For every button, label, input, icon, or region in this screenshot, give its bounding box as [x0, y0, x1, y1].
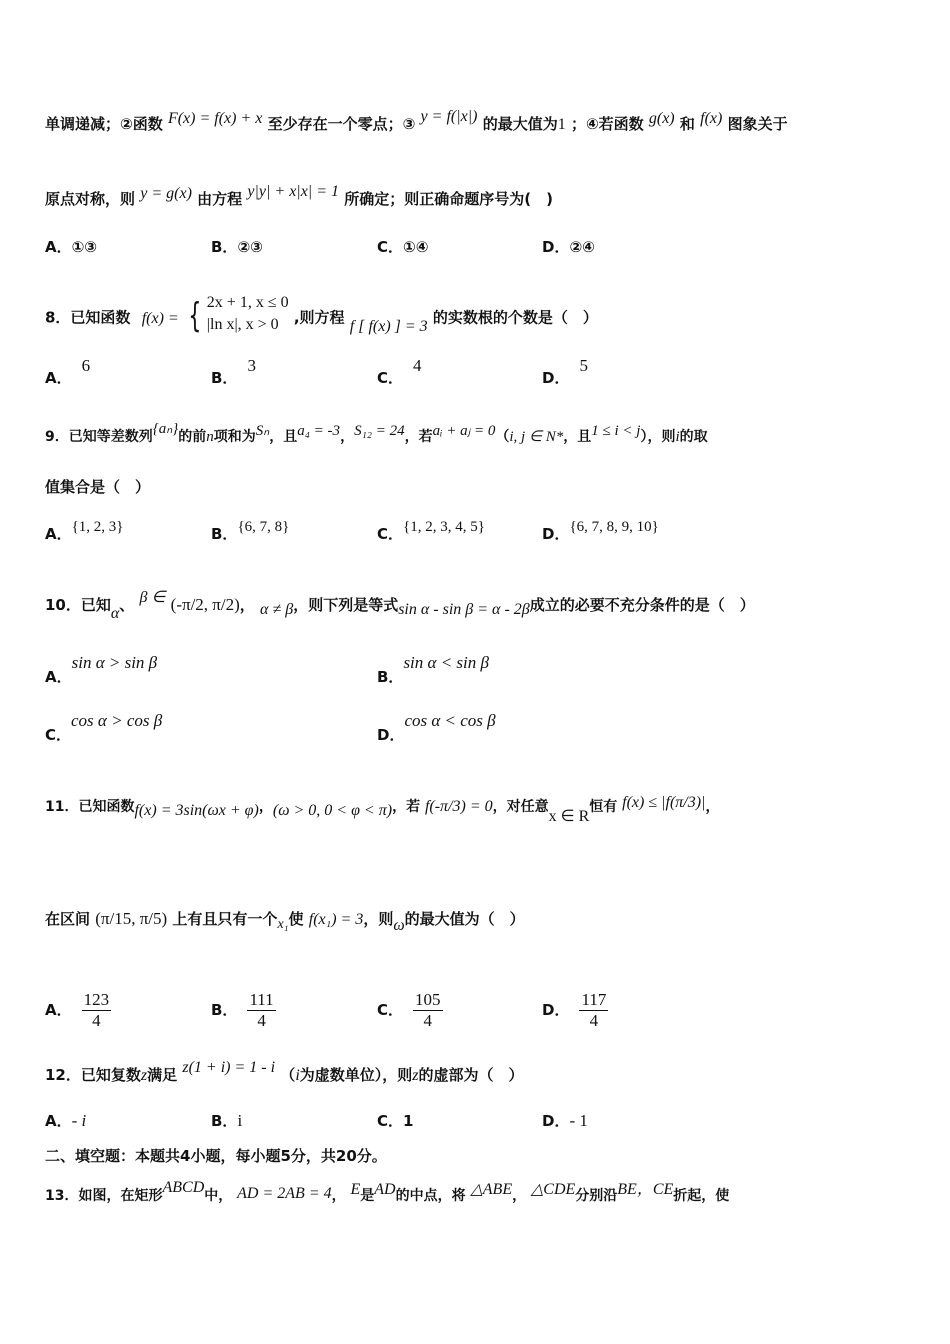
q10-option-d: D．cos α < cos β — [377, 711, 496, 744]
q7-option-a: A．①③ — [45, 238, 98, 256]
q12-stem: 12．已知复数z满足 z(1 + i) = 1 - i （i为虚数单位），则z的虚部为（ ） — [45, 1059, 524, 1084]
fraction: $\frac{111}{4}$ — [249, 990, 274, 1030]
q9-line1: 9．已知等差数列{aₙ}的前n项和为Sₙ，且a₄ = -3，S₁₂ = 24，若aᵢ + aⱼ = 0（i, j ∈ N*，且1 ≤ i < j），则i的取 — [45, 421, 708, 445]
section-heading: 二、填空题：本题共4小题，每小题5分，共20分。 — [45, 1147, 387, 1165]
q10-option-b: B．sin α < sin β — [377, 653, 489, 686]
q10-option-c: C．cos α > cos β — [45, 711, 163, 744]
q12-option-d: D．- 1 — [542, 1111, 588, 1130]
q9-option-d: D．{6, 7, 8, 9, 10} — [542, 519, 659, 543]
q11-line2: 在区间 (π/15, π/5) 上有且只有一个x₁使 f(x₁) = 3，则ω的最大值为（ ） — [45, 909, 525, 934]
q11-option-c: C． $\frac{105}{4}$ — [377, 990, 441, 1030]
q8-stem: 8．已知函数 f(x) = { 2x + 1, x ≤ 0 |ln x|, x > 0 ,则方程 f [ f(x) ] = 3 的实数根的个数是（ ） — [45, 294, 598, 336]
q7-line2: 原点对称，则 y = g(x) 由方程 y|y| + x|x| = 1 所确定；则正确命题序号为( ) — [45, 183, 553, 208]
q8-option-a: A．6 — [45, 356, 91, 387]
q11-option-b: B． $\frac{111}{4}$ — [211, 990, 274, 1030]
q7-option-d: D．②④ — [542, 238, 595, 256]
q7-line1: 单调递减；②函数 F(x) = f(x) + x 至少存在一个零点；③ y = f(|x|) 的最大值为1 ；④若函数 g(x) 和 f(x) 图象关于 — [45, 108, 788, 133]
q12-option-c: C．1 — [377, 1112, 414, 1130]
q9-option-a: A．{1, 2, 3} — [45, 519, 124, 543]
q9-option-b: B．{6, 7, 8} — [211, 519, 290, 543]
q7-option-b: B．②③ — [211, 238, 263, 256]
q8-option-b: B．3 — [211, 356, 256, 387]
fraction: $\frac{117}{4}$ — [581, 990, 607, 1030]
q9-option-c: C．{1, 2, 3, 4, 5} — [377, 519, 485, 543]
piecewise-cases: 2x + 1, x ≤ 0 |ln x|, x > 0 — [206, 294, 289, 333]
q12-option-a: A．- i — [45, 1111, 87, 1130]
q11-option-d: D． $\frac{117}{4}$ — [542, 990, 607, 1030]
piecewise-brace: { — [188, 296, 202, 336]
fraction: $\frac{123}{4}$ — [83, 990, 110, 1030]
fraction: $\frac{105}{4}$ — [415, 990, 441, 1030]
q7-option-c: C．①④ — [377, 238, 429, 256]
q13-stem: 13．如图，在矩形ABCD中， AD = 2AB = 4， E是AD的中点，将 △ABE， △CDE分别沿BE，CE折起，使 — [45, 1179, 730, 1204]
q11-line1: 11．已知函数f(x) = 3sin(ωx + φ)，(ω > 0, 0 < φ < π)，若 f(-π/3) = 0，对任意x ∈ R恒有 f(x) ≤ |f(π/3)|， — [45, 794, 720, 825]
q12-option-b: B．i — [211, 1111, 243, 1130]
q11-option-a: A． $\frac{123}{4}$ — [45, 990, 110, 1030]
q8-option-d: D．5 — [542, 356, 588, 387]
q10-option-a: A．sin α > sin β — [45, 653, 158, 686]
q9-line2: 值集合是（ ） — [45, 478, 151, 496]
q10-stem: 10．已知α、 β ∈ (-π/2, π/2)， α ≠ β，则下列是等式sin α - sin β = α - 2β成立的必要不充分条件的是（ ） — [45, 589, 755, 622]
q8-option-c: C．4 — [377, 356, 422, 387]
